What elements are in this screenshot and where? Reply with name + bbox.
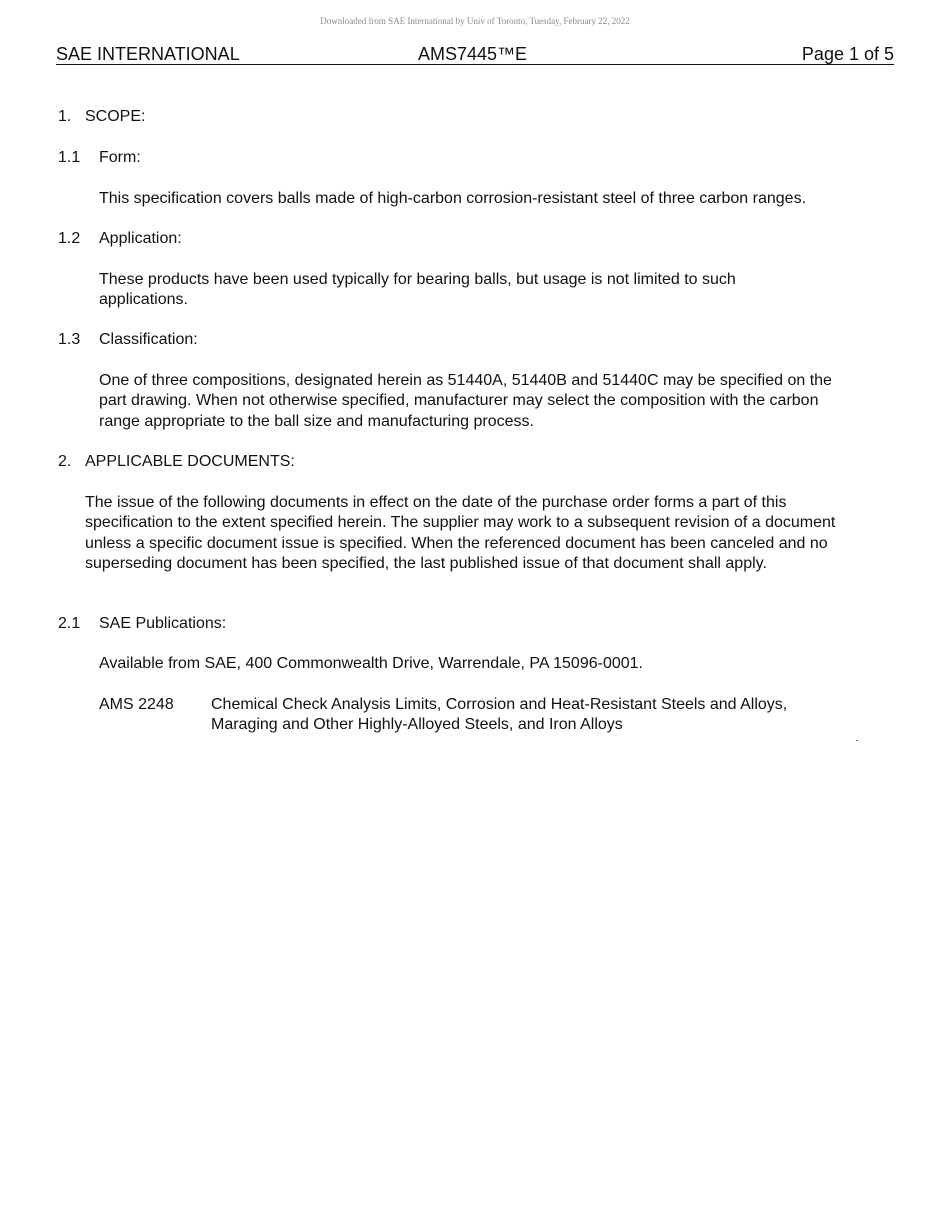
- section-1-1-title: Form:: [99, 149, 141, 166]
- section-1-3-title: Classification:: [99, 331, 198, 348]
- section-2-1-number: 2.1: [58, 615, 81, 632]
- section-2-1-title: SAE Publications:: [99, 615, 227, 632]
- section-2-1-text: Available from SAE, 400 Commonwealth Drive, Warrendale, PA 15096-0001.: [99, 655, 643, 672]
- section-1-2-number: 1.2: [58, 230, 81, 247]
- section-1-1-number: 1.1: [58, 149, 81, 166]
- section-1-1-text: This specification covers balls made of high-carbon corrosion-resistant steel of three carbon ranges.: [99, 190, 807, 207]
- reference-title: Chemical Check Analysis Limits, Corrosion and Heat-Resistant Steels and Alloys, Maraging and Other Highly-Alloyed Steels, and Iron Alloys: [211, 696, 788, 734]
- section-1-2-text: These products have been used typically for bearing balls, but usage is not limited to such applications.: [99, 271, 736, 309]
- section-1-2-title: Application:: [99, 230, 182, 247]
- header-document-number: AMS7445™E: [418, 44, 528, 64]
- header-page-number: Page 1 of 5: [801, 44, 894, 64]
- section-1-3-text: One of three compositions, designated herein as 51440A, 51440B and 51440C may be specified on the part drawing. When not otherwise specified, manufacturer may select the composition with the carbon range appropriate to the ball size and manufacturing process.: [99, 372, 832, 430]
- section-2-text: The issue of the following documents in effect on the date of the purchase order forms a part of this specification to the extent specified herein. The supplier may work to a subsequent revision of a document unless a specific document issue is specified. When the referenced document has been canceled and no superseding document has been specified, the last published issue of that document shall apply.: [85, 494, 836, 572]
- reference-code: AMS 2248: [99, 696, 174, 713]
- section-1-title: SCOPE:: [85, 108, 146, 125]
- page-speck: [856, 740, 858, 741]
- section-1-number: 1.: [58, 108, 72, 125]
- section-2-title: APPLICABLE DOCUMENTS:: [85, 453, 295, 470]
- header-publisher: SAE INTERNATIONAL: [56, 44, 240, 64]
- download-watermark: Downloaded from SAE International by Univ of Toronto, Tuesday, February 22, 2022: [320, 16, 630, 26]
- section-2-number: 2.: [58, 453, 72, 470]
- page-header: [56, 44, 894, 65]
- section-1-3-number: 1.3: [58, 331, 81, 348]
